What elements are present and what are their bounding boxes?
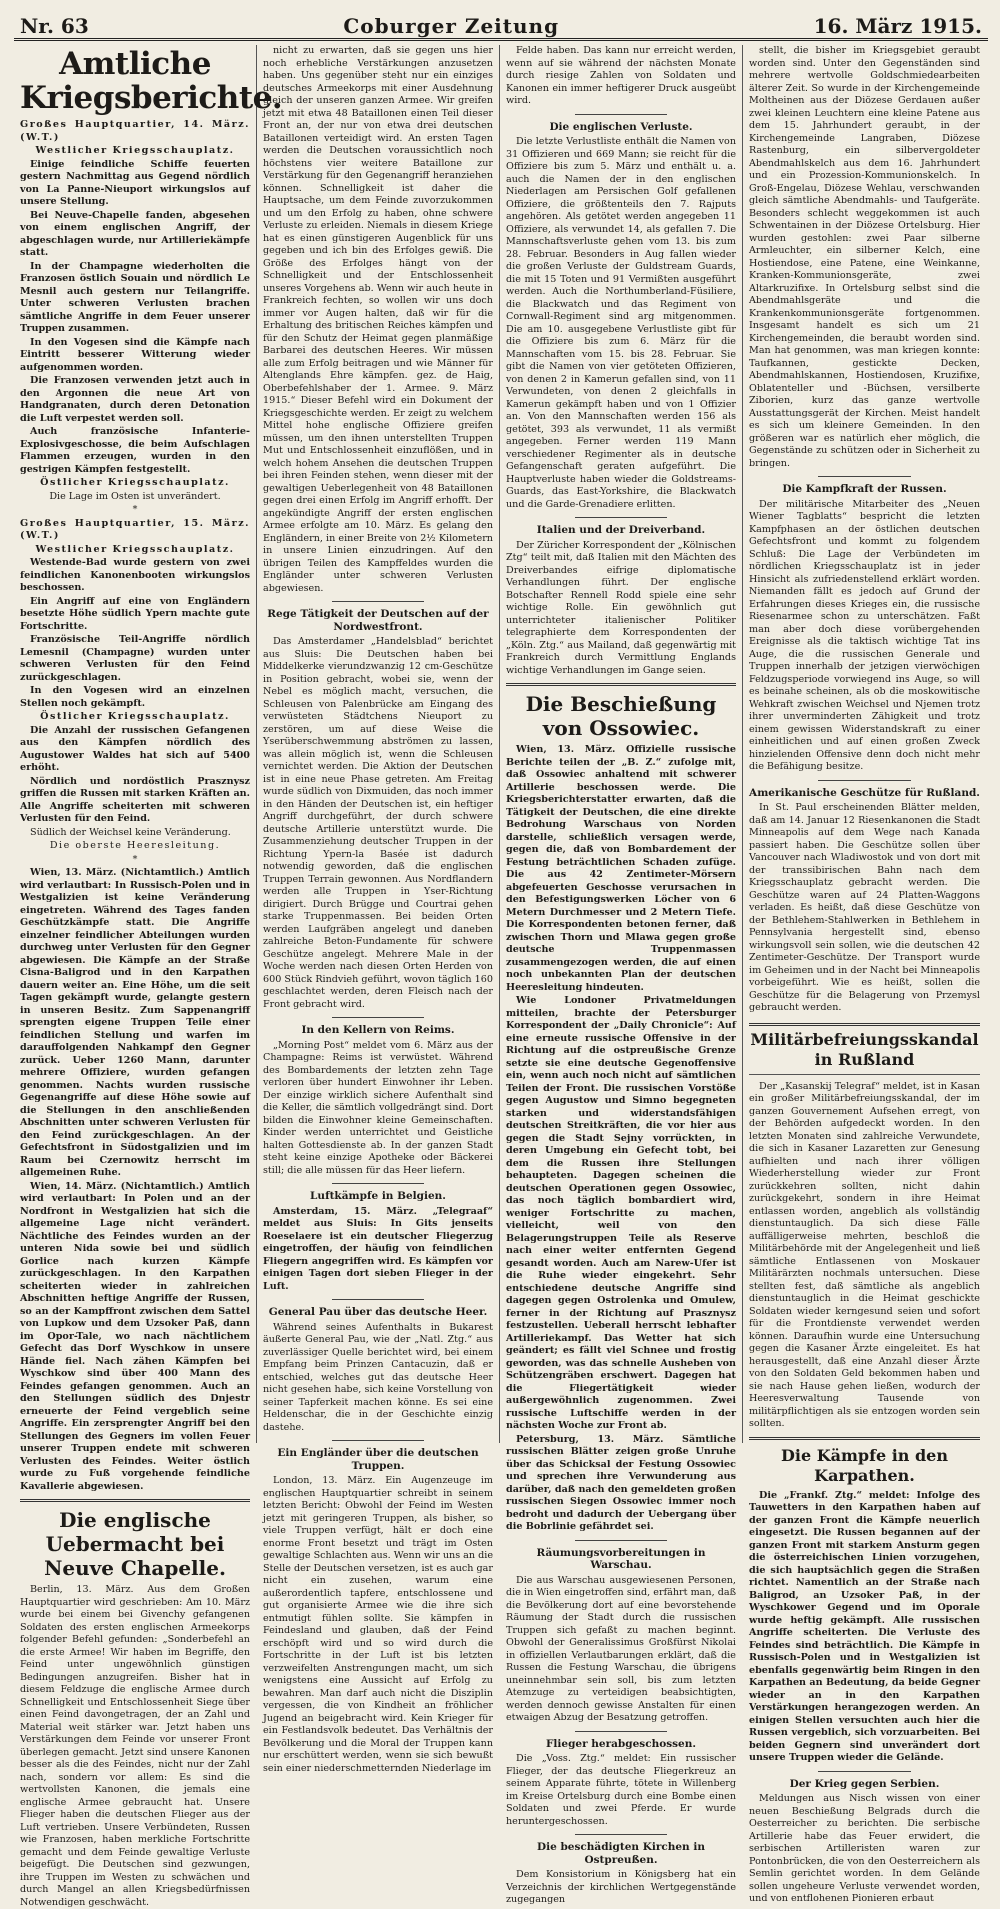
divider [332, 1299, 424, 1300]
subheading: Luftkämpfe in Belgien. [310, 1190, 446, 1202]
divider [575, 114, 667, 115]
article-paragraph: Die letzte Verlustliste enthält die Namen von 31 Offizieren und 669 Mann; sie reicht für die Offiziere bis zum 5. März und enthält u. a. auch die Namen der in den englischen Niederlagen am Persischen Golf gefallenen Offiziere, die größtenteils den 7. Rajputs angehören. Als getötet werden angegeben 11 Offiziere, als verwundet 14, als gefallen 7. Die Mannschaftsverluste gehen vom 13. bis zum 28. Februar. Besonders in Aug fallen wieder die großen Verluste der Guldstream Guards, die mit 15 Toten und 91 Vermißten ausgeführt werden. Auch die Northumberland-Füsiliere, die Blackwatch und das Regiment von Cornwall-Regiment sind arg mitgenommen. Die am 10. ausgegebene Verlustliste gibt für die Offiziere bis zum 6. März für die Mannschaften vom 15. bis 28. Februar. Sie gibt die Namen von vier getöteten Offizieren, von denen 2 in Kamerun gefallen sind, von 11 Verwundeten, von denen 2 gleichfalls in Kamerun gekämpft haben und von 1 Offizier an. Von den Mannschaften werden 156 als getötet, 393 als verwundet, 11 als vermißt angegeben. Ferner werden 119 Mann verschiedener Regimenter als in deutsche Gefangenschaft geraten aufgeführt. Die Hauptverluste haben wieder die Goldstreams-Guards, das East-Yorkshire, die Blackwatch und die Garde-Grenadiere erlitten. [506, 136, 736, 510]
article-paragraph: „Morning Post“ meldet vom 6. März aus der Champagne: Reims ist verwüstet. Während des Bombardements der letzten zehn Tage verloren über hundert Einwohner ihr Leben. Der einzige wirklich sichere Aufenthalt sind die Keller, die sämtlich vollgedrängt sind. Dort bilden die Einwohner kleine Gemeinschaften. Kinder werden unterrichtet und Geistliche halten Gottesdienste ab. In der ganzen Stadt steht keine einzige Apotheke oder Bäckerei still; die alle müssen für das Heer liefern. [263, 1039, 493, 1176]
column-2 [257, 45, 500, 1774]
article-paragraph: In St. Paul erscheinenden Blätter melden, daß am 14. Januar 12 Riesenkanonen die Stadt Minneapolis auf dem Wege nach Kanada passiert haben. Die Geschütze sollen über Vancouver nach Wladiwostok und von dort mit der transsibirischen Bahn nach dem Kriegsschauplatz gebracht werden. Die Geschütze waren auf 24 Platten-Waggons verladen. Es heißt, daß diese Geschütze von der Bethlehem-Stahlwerken in Bethlehem in Pennsylvania hergestellt sind, ebenso wirkungsvoll sein sollen, wie die deutschen 42 Zentimeter-Geschütze. Der Transport wurde im Geheimen und in der Nacht bei Minneapolis vorbeigeführt. Wie es heißt, sollen die Geschütze für die Belagerung von Przemysl gebraucht werden. [749, 802, 980, 1013]
subheading: Rege Tätigkeit der Deutschen auf der Nordwestfront. [267, 608, 489, 633]
article-paragraph: London, 13. März. Ein Augenzeuge im englischen Hauptquartier schreibt in seinem letzten Bericht: Obwohl der Feind im Westen jetzt mit geringeren Truppen, als bisher, so viele Truppen verfügt, hält er doch eine enorme Front besetzt und trägt im Osten gewaltige Schlachten aus. Wenn wir uns an die Stelle der Deutschen versetzen, ist es auch gar nicht ein zusehen, warum eine außerordentlich tapfere, entschlossene und gut organisierte Armee wie die ihre sich entmutigt fühlen sollte. Sie kämpfen in Feindesland und glauben, daß der Feind erschöpft wird und so wird durch die Fortschritte in der Luft ist bis letzten verzweifelten Anstrengungen macht, um sich wenigstens eine Aussicht auf Erfolg zu bewahren. Man darf auch nicht die Disziplin vergessen, die von Kindheit an fröhlicher Jugend an beigebracht wird. Kein Krieger für ein Festlandsvolk bedeutet. Das Verhältnis der Bevölkerung und die Moral der Truppen kann nur erschüttert werden, wenn sie sich bewußt sein einer niederschmetternden Niederlage im [263, 1475, 494, 1774]
article-paragraph: Bei Neuve-Chapelle fanden, abgesehen von einem englischen Angriff, der abgeschlagen wurde, nur Artilleriekämpfe statt. [20, 209, 250, 258]
article-paragraph: Wie Londoner Privatmeldungen mitteilen, brachte der Petersburger Korrespondent der „Daily Chronicle“: Auf eine erneute russische Offensive in der Richtung auf die ostpreußische Grenze setzte sie eine deutsche Gegenoffensive ein, wenn auch noch nicht auf sämtlichen Teilen der Front. Die russischen Vorstöße gegen Augustow und Simno begegneten starken und widerstandsfähigen deutschen Streitkräften, die vor hier aus gegen die Stadt Sejny vorrückten, in deren Umgebung ein Gefecht tobt, bei dem die Russen ihre Stellungen behaupteten. Dagegen scheinen die deutschen Operationen gegen Ossowiec, das noch täglich bombardiert wird, weniger Fortschritte zu machen, vielleicht, weil von den Belagerungstruppen Teile als Reserve nach einer weiter entfernten Gegend gesandt worden. Auch am Narew-Ufer ist die Ruhe wieder eingekehrt. Sehr entschiedene deutsche Angriffe sind dagegen gegen Ostrolenka und Omulew, ferner in der Richtung auf Prasznysz festzustellen. Ueberall herrscht lebhafter Artilleriekampf. Das Wetter hat sich geändert; es fällt viel Schnee und frostig geworden, was das schnelle Ausheben von Schützengräben erschwert. Dagegen hat die Fliegertätigkeit wieder außergewöhnlich zugenommen. Zwei russische Luftschiffe werden in der nächsten Woche zur Front ab. [506, 995, 736, 1431]
article-paragraph: Amsterdam, 15. März. „Telegraaf“ meldet aus Sluis: In Gits jenseits Roeselaere ist ein deutscher Fliegerzug eingetroffen, der häufig von feindlichen Fliegern angegriffen wird. Es kämpfen vor einigen Tagen dort sieben Flieger in der Luft. [263, 1205, 493, 1292]
article-paragraph: Petersburg, 13. März. Sämtliche russischen Blätter zeigen große Unruhe über das Schicksal der Festung Ossowiec und sprechen ihre Verwunderung aus darüber, daß nach den gemeldeten großen russischen Siegen Ossowiec immer noch bedroht und dadurch der Uebergang über die Bobrlinie gefährdet sei. [506, 1433, 736, 1532]
article-paragraph: Die Franzosen verwenden jetzt auch in den Argonnen die neue Art von Handgranaten, durch deren Detonation die Luft verpestet werden soll. [20, 375, 250, 424]
article-paragraph: Ein Angriff auf eine von Engländern besetzte Höhe südlich Ypern machte gute Fortschritte. [20, 595, 250, 632]
divider [749, 1437, 980, 1440]
article-paragraph: Einige feindliche Schiffe feuerten gestern Nachmittag aus Gegend nördlich von La Panne-Nieuport wirkungslos auf unsere Stellung. [20, 158, 250, 207]
article-paragraph: Wien, 14. März. (Nichtamtlich.) Amtlich wird verlautbart: In Polen und an der Nordfront in Westgalizien hat sich die allgemeine Lage nicht verändert. Nächtliche des Feindes wurden an der unteren Nida sowie bei und südlich Gorlice nach kurzen Kämpfe zurückgeschlagen. In den Karpathen scheiterten wieder in zahlreichen Abschnitten heftige Angriffe der Russen, so an der Kampffront zwischen dem Sattel von Lupkow und dem Uzsoker Paß, dann im Opor-Tale, wo nach nächtlichem Gefecht das Dorf Wyschkow in unsere Hände fiel. Nach zähen Kämpfen bei Wyschkow sind über 400 Mann des Feindes gefangen genommen. Auch an den Stellungen südlich des Dnjestr erneuerte der Feind vergeblich seine Angriffe. Ein zersprengter Angriff bei den Stellungen des Gegners im vollen Feuer unserer Truppen endete mit schweren Verlusten des Feindes. Weiter östlich wurde zu Fuß vorgehende feindliche Kavallerie abgewiesen. [20, 1180, 250, 1492]
section-heading: Östlicher Kriegsschauplatz. [40, 711, 230, 722]
column-3 [500, 45, 743, 1905]
subheading: Amerikanische Geschütze für Rußland. [749, 786, 980, 799]
article-paragraph: Der Züricher Korrespondent der „Kölnischen Ztg“ teilt mit, daß Italien mit den Mächten des Dreiverbandes eifrige diplomatische Verhandlungen führt. Der englische Botschafter Rennell Rodd spiele eine sehr wichtige Rolle. Ein gewöhnlich gut unterrichteter italienischer Politiker telegraphierte dem Korrespondenten der „Köln. Ztg.“ aus Mailand, daß gegenwärtig mit Frankreich durch Vermittlung Englands wichtige Verhandlungen im Gange seien. [506, 539, 736, 676]
article-paragraph: In den Vogesen wird an einzelnen Stellen noch gekämpft. [20, 685, 250, 709]
subheading: Flieger herabgeschossen. [545, 1737, 697, 1750]
divider [575, 1731, 667, 1732]
separator-star: * [132, 853, 138, 865]
article-paragraph: Wien, 13. März. Offizielle russische Berichte teilen der „B. Z.“ zufolge mit, daß Ossowiec anhaltend mit schwerer Artillerie beschossen werde. Die Kriegsberichterstatter erwarten, daß die Tätigkeit der Deutschen, die eine direkte Bedrohung Warschaus von Norden darstelle, schließlich versagen werde, gegen die, daß von Bombardement der Festung beträchtlichen Schaden zufüge. Die aus 42 Zentimeter-Mörsern abgefeuerten Geschosse verursachen in den Befestigungswerken Löcher von 6 Metern Durchmesser und 2 Metern Tiefe. Die Korrespondenten betonen ferner, daß zwischen Thorn und Mlawa gegen große deutsche Truppenmassen zusammengezogen werden, die auf einen noch unbekannten Plan der deutschen Heeresleitung hindeuten. [506, 744, 736, 993]
subheading: Ein Engländer über die deutschen Truppen. [277, 1447, 479, 1472]
headline-neuve-chapelle: Die englische Uebermacht bei Neuve Chapelle. [44, 1508, 226, 1580]
article-paragraph: Die „Voss. Ztg.“ meldet: Ein russischer Flieger, der das deutsche Fliegerkreuz an seinem Apparate führte, tötete in Willenberg im Kreise Ortelsburg durch eine Bombe einen Soldaten und zwei Pferde. Er wurde heruntergeschossen. [506, 1753, 736, 1827]
divider [332, 601, 424, 602]
subheading: Die englischen Verluste. [549, 120, 693, 133]
issue-date: 16. März 1915. [813, 14, 982, 38]
divider [506, 683, 736, 686]
article-paragraph: Meldungen aus Nisch wissen von einer neuen Beschießung Belgrads durch die Oesterreicher zu berichten. Die serbische Artillerie habe das Feuer erwidert, die serbischen Artilleristen waren zur Pontonbrücken, die von den Oesterreichern als Semlin gerichtet worden. In dem Gelände sollen ungeheure Verluste verwendet worden, und von entflohenen Pionieren erbaut [749, 1793, 980, 1904]
article-paragraph: Französische Teil-Angriffe nördlich Lemesnil (Champagne) wurden unter schweren Verlusten für den Feind zurückgeschlagen. [20, 634, 250, 683]
article-paragraph: Dem Konsistorium in Königsberg hat ein Verzeichnis der kirchlichen Wertgegenstände zugegangen [506, 1869, 736, 1905]
section-heading: Westlicher Kriegsschauplatz. [35, 145, 235, 156]
columns [14, 45, 988, 1908]
column-4 [743, 45, 986, 1904]
divider [575, 1834, 667, 1835]
divider [818, 476, 910, 477]
subheading: In den Kellern von Reims. [301, 1024, 455, 1036]
section-heading: Östlicher Kriegsschauplatz. [40, 477, 230, 488]
divider [20, 1499, 250, 1502]
article-paragraph: In den Vogesen sind die Kämpfe nach Eintritt besserer Witterung wieder aufgenommen worden. [20, 336, 250, 373]
article-paragraph: Die „Frankf. Ztg.“ meldet: Infolge des Tauwetters in den Karpathen haben auf der ganzen Front die Kämpfe neuerlich eingesetzt. Die Russen begannen auf der ganzen Front mit starkem Ansturm gegen die österreichischen Linien vorzugehen, die sich hauptsächlich gegen die Straßen richtet. Namentlich an der Straße nach Baligrod, an Uzsoker Paß, in der Wyschkower Gegend und im Oporale wurde heftig gekämpft. Alle russischen Angriffe scheiterten. Die Verluste des Feindes sind beträchtlich. Die Kämpfe in Russisch-Polen und in Westgalizien ist ebenfalls gegenwärtig beim Ringen in den Karpathen an Bedeutung, da beide Gegner wieder an in den Karpathen Verstärkungen herangezogen werden. An einigen Stellen versuchten auch hier die Russen vergeblich, sich vorzuarbeiten. Bei beiden Gegnern sind unverändert dort unsere Truppen wieder die Gelände. [749, 1489, 980, 1763]
article-paragraph: Die aus Warschau ausgewiesenen Personen, die in Wien eingetroffen sind, erfährt man, daß die Bevölkerung dort auf eine bevorstehende Räumung der Stadt durch die russischen Truppen sich gefaßt zu machen beginnt. Obwohl der Generalissimus Großfürst Nikolai in offiziellen Verlautbarungen erklärt, daß die Russen die Festung Warschau, die übrigens uneinnehmbar sein soll, bis zum letzten Atemzuge zu verteidigen beabsichtigten, werden dennoch gewisse Anstalten für einen etwaigen Abzug der Besatzung getroffen. [506, 1574, 736, 1723]
article-paragraph: Nördlich und nordöstlich Prasznysz griffen die Russen mit starken Kräften an. Alle Angriffe scheiterten mit schweren Verlusten für den Feind. [20, 775, 250, 824]
article-paragraph: Wien, 13. März. (Nichtamtlich.) Amtlich wird verlautbart: In Russisch-Polen und in Westgalizien ist keine Veränderung eingetreten. Während des Tages fanden Geschützkämpfe statt. Die Angriffe einzelner feindlicher Abteilungen wurden durchweg unter Verlusten für den Gegner abgewiesen. Die Kämpfe an der Straße Cisna-Baligrod und in den Karpathen dauern weiter an. Eine Höhe, um die seit Tagen gekämpft wurde, gelangte gestern in unseren Besitz. Zum Sappenangriff sprengten eigene Truppen Teile einer feindlichen Stellung und warfen im darauffolgenden Nahkampf den Gegner zurück. Ueber 1260 Mann, darunter mehrere Offiziere, wurden gefangen genommen. Nachts wurden russische Gegenangriffe auf diese Höhe sowie auf die Stellungen in den anschließenden Abschnitten unter schweren Verlusten für den Feind zurückgeschlagen. An der Gefechtsfront in Südostgalizien und im Raum bei Czernowitz herrscht im allgemeinen Ruhe. [20, 867, 250, 1178]
article-paragraph: Das Amsterdamer „Handelsblad“ berichtet aus Sluis: Die Deutschen haben bei Middelkerke vierundzwanzig 12 cm-Geschütze in Position gebracht, wobei sie, wenn der Nebel es möglich macht, versuchen, die Schleusen von Palenbrücke am Eingang des verwüsteten Städtchens Nieuport zu zerstören, um auf diese Weise die Yserüberschwemmung abströmen zu lassen, was allein möglich ist, wenn die Schleusen vernichtet werden. Die Aktion der Deutschen ist in eine neue Phase getreten. Am Freitag wurde südlich von Dixmuiden, das noch immer in den Händen der Deutschen ist, ein heftiger Angriff durchgeführt, der durch schwere deutsche Artillerie unterstützt wurde. Die Zusammenziehung deutscher Truppen in der Richtung Ypern-la Basée ist dadurch notwendig geworden, daß die englischen Truppen Terrain gewonnen. Aus Nordflandern werden alle Truppen in Yser-Richtung dirigiert. Durch Brügge und Courtrai gehen starke Truppenmassen. Bei beiden Orten werden Laufgräben angelegt und daneben zahlreiche Beton-Fundamente für schwere Geschütze angelegt. Mehrere Male in der Woche werden nach diesen Orten Herden von 600 Stück Rindvieh geführt, wovon täglich 160 geschlachtet werden, deren Fleisch nach der Front gebracht wird. [263, 636, 493, 1010]
masthead [14, 4, 988, 41]
report-dateline: Großes Hauptquartier, 15. März. (W.T.) [20, 517, 250, 541]
divider [332, 1183, 424, 1184]
headline-military-scandal: Militärbefreiungsskandal in Rußland [749, 1023, 980, 1075]
subheading: Der Krieg gegen Serbien. [789, 1777, 940, 1790]
divider [332, 1017, 424, 1018]
divider [332, 1440, 424, 1441]
subheading: Italien und der Dreiverband. [536, 524, 706, 536]
issue-number: Nr. 63 [20, 14, 89, 38]
article-paragraph: stellt, die bisher im Kriegsgebiet geraubt worden sind. Unter den Gegenständen sind mehrere wertvolle Goldschmiedearbeiten älterer Zeit. So wurde in der Kirchengemeinde Moltheinen aus der Diözese Gerdauen außer zwei kleinen Leuchtern eine kleine Patene aus dem 15. Jahrhundert geraubt, in der Kirchengemeinde Langraben, Diözese Rastenburg, ein silbervergoldeter Abendmahlskelch aus dem 16. Jahrhundert und ein Prozession-Kommunionskelch. In Groß-Engelau, Diözese Wehlau, verschwanden gleich sämtliche Abendmahls- und Taufgeräte. Besonders schlecht weggekommen ist auch Schwentainen in der Diözese Ortelsburg. Hier wurden gestohlen: zwei Paar silberne Armleuchter, ein silberner Kelch, eine Hostiendose, eine Patene, eine Weinkanne, Kranken-Kommunionsgeräte, zwei Altarkruzifixe. In Ortelsburg selbst sind die Abendmahlsgeräte und die Krankenkommunionsgeräte fortgenommen. Insgesamt handelt es sich um 21 Kirchengemeinden, die beraubt worden sind. Man hat genommen, was man kriegen konnte: Taufkannen, gestickte Decken, Abendmahlskannen, Hostiendosen, Kruzifixe, Oblatenteller und -Büchsen, versilberte Ziborien, kurz das ganze wertvolle Ausstattungsgerät der Kirchen. Meist handelt es sich um kleinere Gemeinden. In den größeren war es natürlich eher möglich, die Gegenstände zu schützen oder in Sicherheit zu bringen. [749, 45, 980, 469]
subheading: Die beschädigten Kirchen in Ostpreußen. [537, 1841, 705, 1866]
article-paragraph: nicht zu erwarten, daß sie gegen uns hier noch erhebliche Verstärkungen anzusetzen haben. Uns gegenüber steht nur ein einziges deutsches Armeekorps mit einer Ausdehnung gleich der unseren ganzen Armee. Wir greifen jetzt mit etwa 48 Bataillonen einen Teil dieser Front an, der nur von etwa drei deutschen Bataillonen verteidigt wird. An ersten Tagen werden die Deutschen voraussichtlich noch höchstens vier weitere Bataillone zur Verstärkung für den Gegenangriff heranziehen können. Schnelligkeit ist daher die Hauptsache, um dem Feinde zuvorzukommen und um den Erfolg zu haben, ohne schwere Verluste zu erleiden. Niemals in diesem Kriege hat es einen günstigeren Augenblick für uns gegeben und ich bin des Erfolges gewiß. Die Größe des Erfolges hängt von der Schnelligkeit und der Entschlossenheit unseres Vorgehens ab. Wenn wir auch heute in Frankreich fechten, so wollen wir uns doch immer vor Augen halten, daß wir für die Erhaltung des britischen Reiches kämpfen und für den Schutz der Heimat gegen planmäßige Barbarei des deutschen Heeres. Wir müssen alle zum Erfolg beitragen und wie Männer für Altenglands Ehre kämpfen. gez. de Haig, Oberbefehlshaber der 1. Armee. 9. März 1915.“ Dieser Befehl wird ein Dokument der Kriegsgeschichte werden. Er zeigt zu welchem Mittel hohe englische Offiziere greifen müssen, um den ihnen unterstellten Truppen Mut und Entschlossenheit einzuflößen, und in welch hohem Ansehen die deutschen Truppen bei ihren Feinden stehen, wenn dieser mit der gewaltigen Ueberlegenheit von 48 Bataillonen gegen drei einen Erfolg im Angriff erhofft. Der angekündigte Angriff der ersten englischen Armee erfolgte am 10. März. Es gelang den Engländern, in einer Breite von 2½ Kilometern in unsere Linien einzudringen. Auf den übrigen Teilen des Kampffeldes wurden die Engländer unter schweren Verlusten abgewiesen. [263, 45, 493, 594]
article-paragraph: Während seines Aufenthalts in Bukarest äußerte General Pau, wie der „Natl. Ztg.“ aus zuverlässiger Quelle berichtet wird, bei einem Empfang beim Prinzen Cantacuzin, daß er entschied, welches gut das deutsche Heer nicht gesehen habe, sich keine Vorstellung von seiner Tapferkeit machen könne. Es sei eine Heldenschar, die in der Geschichte einzig dastehe. [263, 1321, 493, 1433]
divider [818, 1771, 910, 1772]
article-paragraph: Die Lage im Osten ist unverändert. [49, 490, 221, 502]
subheading: General Pau über das deutsche Heer. [268, 1306, 488, 1318]
report-dateline: Großes Hauptquartier, 14. März. (W.T.) [20, 119, 250, 143]
column-1 [14, 45, 283, 1908]
headline-ossowiec: Die Beschießung von Ossowiec. [525, 692, 717, 740]
headline-karpathen: Die Kämpfe in den Karpathen. [780, 1445, 948, 1485]
article-paragraph: Westende-Bad wurde gestern von zwei feindlichen Kanonenbooten wirkungslos beschossen. [20, 557, 250, 593]
subheading: Räumungsvorbereitungen in Warschau. [536, 1546, 706, 1571]
article-paragraph: Der militärische Mitarbeiter des „Neuen Wiener Tagblatts“ bespricht die letzten Kampfphasen an der östlichen deutschen Gefechtsfront und kommt zu folgendem Schluß: Die Lage der Verbündeten im nördlichen Kriegsschauplatz ist in jeder Hinsicht als zufriedenstellend erklärt worden. Niemanden fällt es jedoch auf Grund der Erfahrungen dieses Krieges ein, die russische Riesenarmee schon zu unterschätzen. Faßt man aber doch diese vorübergehenden Ereignisse als die taktisch wichtige Tat ins Auge, die die russischen Generale und Truppen innerhalb der jetzigen vierwöchigen Feldzugsperiode vorwiegend ins Auge, so will es beinahe scheinen, als ob die moskowitische Wehkraft zwischen Weichsel und Njemen trotz ihrer unverminderten Zähigkeit und trotz einem gewissen Widerstandskraft zu einer einheitlichen und auf einen großen Zweck hinzielenden Offensive denn doch nicht mehr die Befähigung besitze. [749, 498, 980, 772]
paper-title: Coburger Zeitung [343, 14, 560, 38]
article-paragraph: Berlin, 13. März. Aus dem Großen Hauptquartier wird geschrieben: Am 10. März wurde bei einem bei Givenchy gefangenen Soldaten des ersten englischen Armeekorps folgender Befehl gefunden: „Sonderbefehl an die erste Armee! Wir haben im Begriffe, den Feind unter ungewöhnlich günstigen Bedingungen anzugreifen. Bisher hat in diesem Feldzuge die englische Armee durch Schnelligkeit und Entschlossenheit Siege über einen Feind davongetragen, der an Zahl und Material weit stärker war. Jetzt haben uns Verstärkungen dem Feinde vor unserer Front überlegen gemacht. Jetzt sind unsere Kanonen besser als die des Feindes, nicht nur der Zahl nach, sondern vor allem: Es sind die wertvollsten Kanonen, die jemals eine englische Armee gebraucht hat. Unsere Flieger haben die deutschen Flieger aus der Luft vertrieben. Unsere Verbündeten, Russen wie Franzosen, haben merkliche Fortschritte gemacht und dem Feinde gewaltige Verluste beigefügt. Die Deutschen sind gezwungen, ihre Truppen im Westen zu schwächen und durch Mangel an allen Kriegsbedürfnissen Notwendigen geschwächt. [20, 1584, 250, 1908]
signature: Die oberste Heeresleitung. [49, 840, 221, 851]
article-paragraph: Auch französische Infanterie-Explosivgeschosse, die beim Aufschlagen Flammen erzeugen, wurden in den gestrigen Kämpfen festgestellt. [20, 426, 250, 475]
article-paragraph: Die Anzahl der russischen Gefangenen aus den Kämpfen nördlich des Augustower Waldes hat sich auf 5400 erhöht. [20, 724, 250, 773]
divider [575, 517, 667, 518]
separator-star: * [132, 504, 138, 515]
divider [818, 780, 910, 781]
subheading: Die Kampfkraft der Russen. [782, 483, 947, 495]
main-headline: Amtliche Kriegsberichte. [20, 46, 283, 116]
article-paragraph: Felde haben. Das kann nur erreicht werden, wenn auf sie während der nächsten Monate durch riesige Zahlen von Soldaten und Kanonen ein immer heftigerer Druck ausgeübt wird. [506, 45, 736, 106]
article-paragraph: Der „Kasanskij Telegraf“ meldet, ist in Kasan ein großer Militärbefreiungsskandal, der im ganzen Gouvernement Aufsehen erregt, von der Behörden aufgedeckt worden. In den letzten Monaten sind zahlreiche Verwundete, die sich in Kasaner Lazaretten zur Genesung aufhielten und nach ihrer völligen Wiederherstellung wieder zur Front zurückkehren sollten, nicht dahin zurückgekehrt, sondern in ihre Heimat entlassen worden, angeblich als vollständig dienstuntauglich. Da sich diese Fälle auffälligerweise mehrten, beschloß die Militärbehörde mit der Angelegenheit und ließ sämtliche Entlassenen von Moskauer Militärärzten nochmals untersuchen. Diese stellten fest, daß sämtliche als angeblich dienstuntauglich in die Heimat geschickte Soldaten wieder kerngesund seien und sofort für die Frontdienste verwendet werden können. Daraufhin wurde eine Untersuchung gegen die Kasaner Ärzte eingeleitet. Es hat herausgestellt, daß eine Anzahl dieser Ärzte von den Soldaten Geld bekommen haben und sie nach Hause gehen ließen, wodurch der Heeresverwaltung Tausende von militärpflichtigen als sie entzogen worden sein sollten. [749, 1080, 980, 1429]
section-heading: Westlicher Kriegsschauplatz. [35, 543, 235, 555]
article-paragraph: Südlich der Weichsel keine Veränderung. [30, 826, 231, 838]
divider [575, 1540, 667, 1541]
article-paragraph: In der Champagne wiederholten die Franzosen östlich Souain und nördlich Le Mesnil auch gestern nur Teilangriffe. Unter schweren Verlusten brachen sämtliche Angriffe in dem Feuer unserer Truppen zusammen. [20, 260, 250, 334]
